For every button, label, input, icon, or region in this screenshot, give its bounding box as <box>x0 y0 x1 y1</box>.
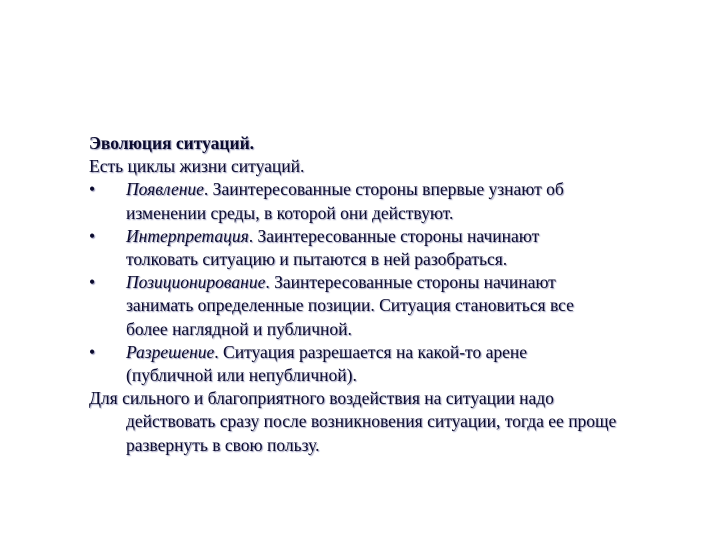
bullet-item-positioning <box>89 271 709 294</box>
bullet-text: . Заинтересованные стороны впервые узнают об <box>203 179 564 200</box>
bullet-text: . Заинтересованные стороны начинают <box>248 225 540 246</box>
conclusion-continuation: развернуть в свою пользу. <box>126 434 320 455</box>
bullet-term: Разрешение <box>126 341 215 362</box>
intro-text: Есть циклы жизни ситуаций. <box>89 156 305 177</box>
bullet-icon: • <box>89 179 96 200</box>
slide-title: Эволюция ситуаций. <box>89 133 255 153</box>
bullet-continuation: изменении среды, в которой они действуют. <box>126 202 454 223</box>
bullet-continuation: более наглядной и публичной. <box>126 318 352 339</box>
bullet-icon: • <box>89 272 96 293</box>
slide-text-block <box>89 132 709 457</box>
bullet-continuation: (публичной или непубличной). <box>126 365 357 386</box>
bullet-term: Появление <box>126 179 204 200</box>
bullet-item-interpretation <box>89 225 709 248</box>
bullet-icon: • <box>89 341 96 362</box>
bullet-continuation: толковать ситуацию и пытаются в ней разобраться. <box>126 249 508 270</box>
bullet-icon: • <box>89 225 96 246</box>
bullet-item-emergence <box>89 178 709 201</box>
bullet-term: Интерпретация <box>126 225 249 246</box>
conclusion-text: Для сильного и благоприятного воздействия на ситуации надо <box>89 388 554 409</box>
bullet-text: . Заинтересованные стороны начинают <box>265 272 556 293</box>
bullet-term: Позиционирование <box>126 272 266 293</box>
bullet-item-resolution <box>89 341 709 364</box>
conclusion-continuation: действовать сразу после возникновения ситуации, тогда ее проще <box>126 411 617 432</box>
bullet-continuation: занимать определенные позиции. Ситуация становиться все <box>126 295 574 316</box>
bullet-text: . Ситуация разрешается на какой-то арене <box>214 341 527 362</box>
